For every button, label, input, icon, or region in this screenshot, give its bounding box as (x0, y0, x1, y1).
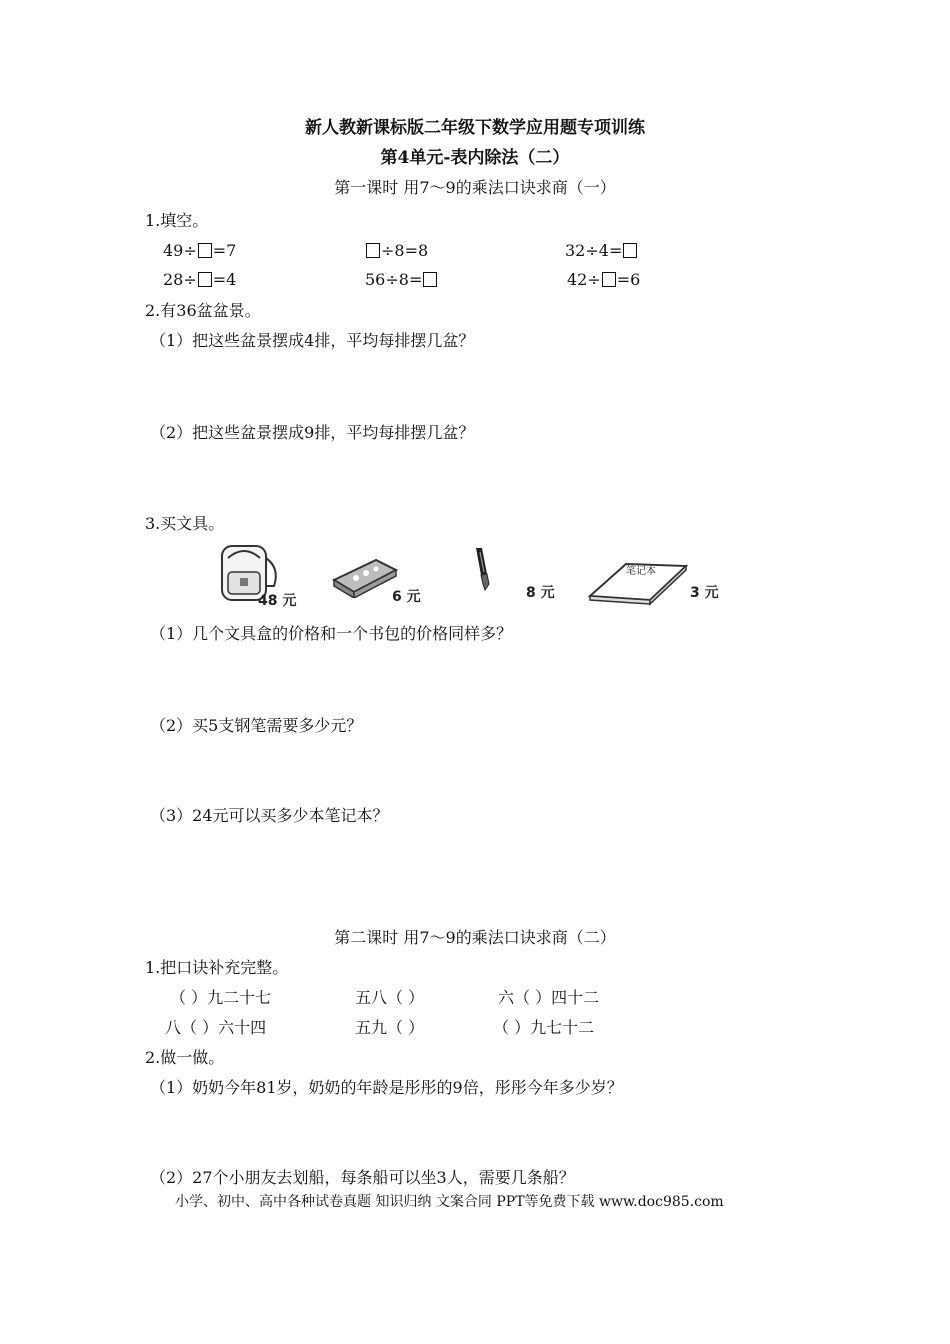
l1-q3-sub1: （1）几个文具盒的价格和一个书包的价格同样多？ (150, 624, 513, 643)
pencil-case-item (330, 556, 430, 606)
l2-q1-item: （ ）九二十七 (170, 988, 272, 1007)
answer-box[interactable] (366, 243, 380, 258)
pencil-case-icon (330, 556, 400, 598)
notebook-icon (588, 552, 688, 606)
l1-q3-label: 3.买文具。 (145, 514, 225, 533)
pencil-case-price: 6 元 (392, 589, 421, 605)
lesson1-title: 第一课时 用7～9的乘法口诀求商（一） (334, 178, 616, 197)
l1-q1-blank-3: 32÷4= (565, 241, 638, 261)
l2-q2-sub1: （1）奶奶今年81岁，奶奶的年龄是彤彤的9倍，彤彤今年多少岁？ (150, 1078, 623, 1097)
footer-text: 小学、初中、高中各种试卷真题 知识归纳 文案合同 PPT等免费下载 www.doc985.com (175, 1194, 724, 1210)
document-title: 新人教新课标版二年级下数学应用题专项训练 (305, 118, 645, 138)
l1-q2-label: 2.有36盆盆景。 (145, 301, 261, 320)
l1-q3-sub2: （2）买5支钢笔需要多少元？ (150, 716, 363, 735)
unit-title: 第4单元-表内除法（二） (380, 148, 570, 168)
l2-q2-sub2: （2）27个小朋友去划船，每条船可以坐3人，需要几条船？ (150, 1168, 575, 1187)
l2-q2-label: 2.做一做。 (145, 1048, 225, 1067)
l2-q1-item: 八（ ）六十四 (165, 1018, 267, 1037)
l2-q1-item: （ ）九七十二 (493, 1018, 595, 1037)
l1-q1-blank-4: 28÷ =4 (163, 270, 237, 289)
l2-q1-label: 1.把口诀补充完整。 (145, 958, 289, 977)
l1-q1-blank-2: ÷8=8 (365, 241, 428, 261)
fountain-pen-item (470, 546, 570, 602)
answer-box[interactable] (198, 272, 212, 287)
l1-q1-blank-1: 49÷ =7 (163, 241, 237, 260)
answer-box[interactable] (602, 272, 616, 287)
l1-q2-sub1: （1）把这些盆景摆成4排，平均每排摆几盆？ (150, 331, 475, 350)
lesson2-title: 第二课时 用7～9的乘法口诀求商（二） (334, 928, 616, 947)
notebook-price: 3 元 (690, 585, 719, 601)
l2-q1-item: 六（ ）四十二 (498, 988, 600, 1007)
schoolbag-item (216, 542, 306, 609)
notebook-item (588, 552, 728, 608)
l2-q1-item: 五八（ ） (355, 988, 425, 1007)
l1-q1-label: 1.填空。 (145, 211, 209, 230)
l1-q1-blank-6: 42÷ =6 (567, 270, 641, 289)
l2-q1-item: 五九（ ） (355, 1018, 425, 1037)
answer-box[interactable] (423, 272, 437, 287)
answer-box[interactable] (198, 243, 212, 258)
answer-box[interactable] (623, 243, 637, 258)
l1-q3-sub3: （3）24元可以买多少本笔记本？ (150, 806, 389, 825)
fountain-pen-price: 8 元 (526, 585, 555, 601)
fountain-pen-icon (470, 546, 496, 592)
schoolbag-price: 48 元 (258, 593, 297, 609)
l1-q1-blank-5: 56÷8= (365, 270, 438, 290)
notebook-cover-label: 笔记本 (626, 566, 656, 577)
l1-q2-sub2: （2）把这些盆景摆成9排，平均每排摆几盆？ (150, 423, 475, 442)
